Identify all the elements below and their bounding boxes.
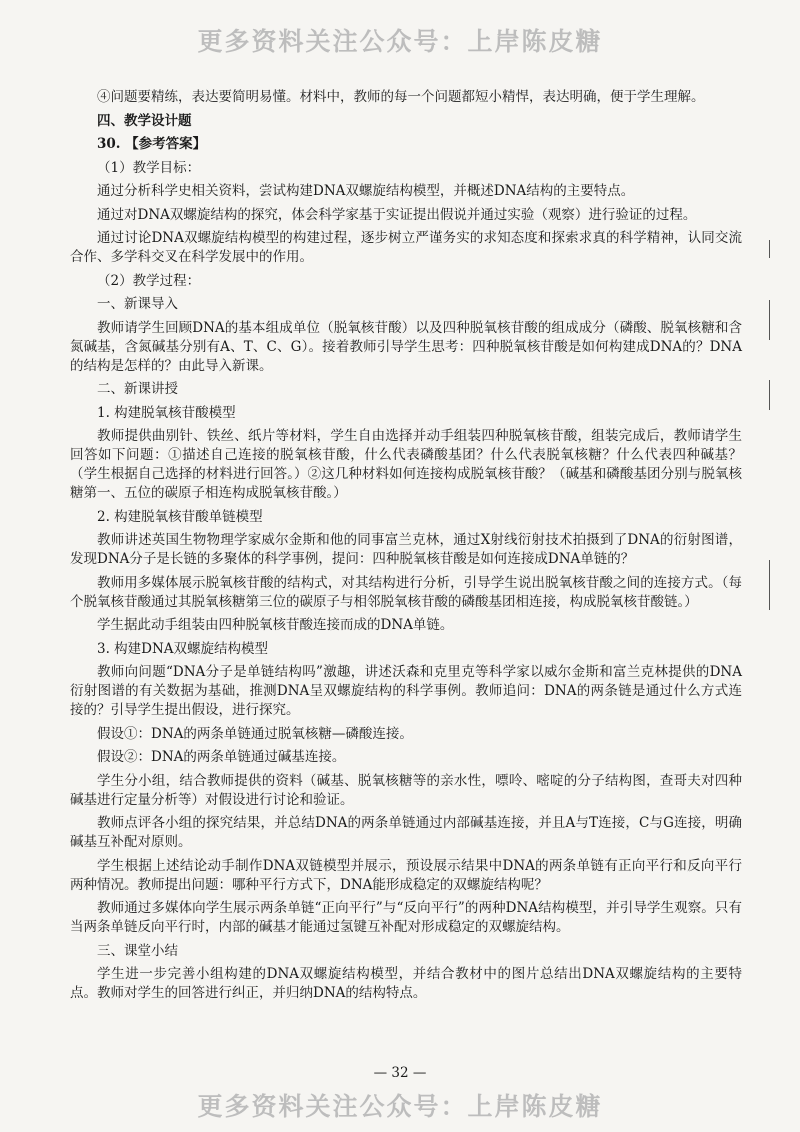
answer-heading: 30. 【参考答案】 [97, 136, 207, 152]
paragraph: 教师点评各小组的探究结果，并总结DNA的两条单链通过内部碱基连接，并且A与T连接，C与G连接，明确碱基互补配对原则。 [70, 815, 742, 850]
paragraph: ④问题要精练，表达要简明易懂。材料中，教师的每一个问题都短小精悍，表达明确，便于学生理解。 [97, 89, 705, 105]
scan-mark [769, 380, 770, 410]
section-heading: 四、教学设计题 [97, 112, 192, 129]
hypothesis: 假设①：DNA的两条单链通过脱氧核糖—磷酸连接。 [97, 725, 413, 742]
paragraph: 教师通过多媒体向学生展示两条单链“正向平行”与“反向平行”的两种DNA结构模型，并引导学生观察。只有当两条单链反向平行时，内部的碱基才能通过氢键互补配对形成稳定的双螺旋结构。 [70, 900, 742, 935]
page-number: — 32 — [373, 1065, 427, 1081]
section-heading: 二、新课讲授 [97, 381, 178, 397]
paragraph: 学生分小组，结合教师提供的资料（碱基、脱氧核糖等的亲水性，嘌呤、嘧啶的分子结构图，查哥夫对四种碱基进行定量分析等）对假设进行讨论和验证。 [70, 772, 742, 808]
scan-mark [769, 560, 770, 610]
paragraph: 教师讲述英国生物物理学家威尔金斯和他的同事富兰克林，通过X射线衍射技术拍摄到了DNA的衍射图谱，发现DNA分子是长链的多聚体的科学事例，提问：四种脱氧核苷酸是如何连接成DNA单链的？ [70, 532, 742, 567]
subheading: 3. 构建DNA双螺旋结构模型 [97, 640, 269, 657]
subheading: （1）教学目标： [97, 159, 201, 176]
subheading: 1. 构建脱氧核苷酸模型 [97, 404, 236, 421]
hypothesis: 假设②：DNA的两条单链通过碱基连接。 [97, 749, 346, 765]
subheading: 2. 构建脱氧核苷酸单链模型 [97, 508, 263, 525]
paragraph: 教师用多媒体展示脱氧核苷酸的结构式，对其结构进行分析，引导学生说出脱氧核苷酸之间的连接方式。（每个脱氧核苷酸通过其脱氧核糖第三位的碳原子与相邻脱氧核苷酸的磷酸基团相连接，构成脱氧核苷酸链。） [70, 574, 742, 610]
scan-mark [769, 240, 770, 258]
paragraph: 教师向问题“DNA分子是单链结构吗”激趣，讲述沃森和克里克等科学家以威尔金斯和富兰克林提供的DNA衍射图谱的有关数据为基础，推测DNA呈双螺旋结构的科学事例。教师追问：DNA的两条链是通过什么方式连接的？引导学生提出假设，进行探究。 [70, 664, 742, 718]
section-heading: 三、课堂小结 [97, 942, 178, 959]
paragraph: 教师提供曲别针、铁丝、纸片等材料，学生自由选择并动手组装四种脱氧核苷酸，组装完成后，教师请学生回答如下问题：①描述自己连接的脱氧核苷酸，什么代表磷酸基团？什么代表脱氧核糖？什么代表四种碱基？（学生根据自己选择的材料进行回答。）②这几种材料如何连接构成脱氧核苷酸？（碱基和磷酸基团分别与脱氧核糖第一、五位的碳原子相连构成脱氧核苷酸。） [70, 428, 742, 501]
paragraph: 通过对DNA双螺旋结构的探究，体会科学家基于实证提出假说并通过实验（观察）进行验证的过程。 [97, 206, 697, 223]
paragraph: 学生根据上述结论动手制作DNA双链模型并展示，预设展示结果中DNA的两条单链有正向平行和反向平行两种情况。教师提出问题：哪种平行方式下，DNA能形成稳定的双螺旋结构呢？ [70, 857, 742, 893]
paragraph: 学生进一步完善小组构建的DNA双螺旋结构模型，并结合教材中的图片总结出DNA双螺旋结构的主要特点。教师对学生的回答进行纠正，并归纳DNA的结构特点。 [70, 966, 742, 1001]
paragraph: 学生据此动手组装由四种脱氧核苷酸连接而成的DNA单链。 [97, 617, 454, 633]
page-body [70, 88, 742, 1008]
paragraph: 通过讨论DNA双螺旋结构模型的构建过程，逐步树立严谨务实的求知态度和探索求真的科学精神，认同交流合作、多学科交叉在科学发展中的作用。 [70, 230, 742, 265]
paragraph: 通过分析科学史相关资料，尝试构建DNA双螺旋结构模型，并概述DNA结构的主要特点。 [97, 183, 635, 199]
section-heading: 一、新课导入 [97, 296, 178, 312]
subheading: （2）教学过程： [97, 272, 201, 289]
watermark-top: 更多资料关注公众号：上岸陈皮糖 [197, 27, 603, 56]
scan-mark [769, 300, 770, 340]
watermark-bottom: 更多资料关注公众号：上岸陈皮糖 [197, 1092, 603, 1121]
paragraph: 教师请学生回顾DNA的基本组成单位（脱氧核苷酸）以及四种脱氧核苷酸的组成成分（磷酸、脱氧核糖和含氮碱基，含氮碱基分别有A、T、C、G）。接着教师引导学生思考：四种脱氧核苷酸是如何构建成DNA的？DNA的结构是怎样的？由此导入新课。 [70, 319, 742, 374]
